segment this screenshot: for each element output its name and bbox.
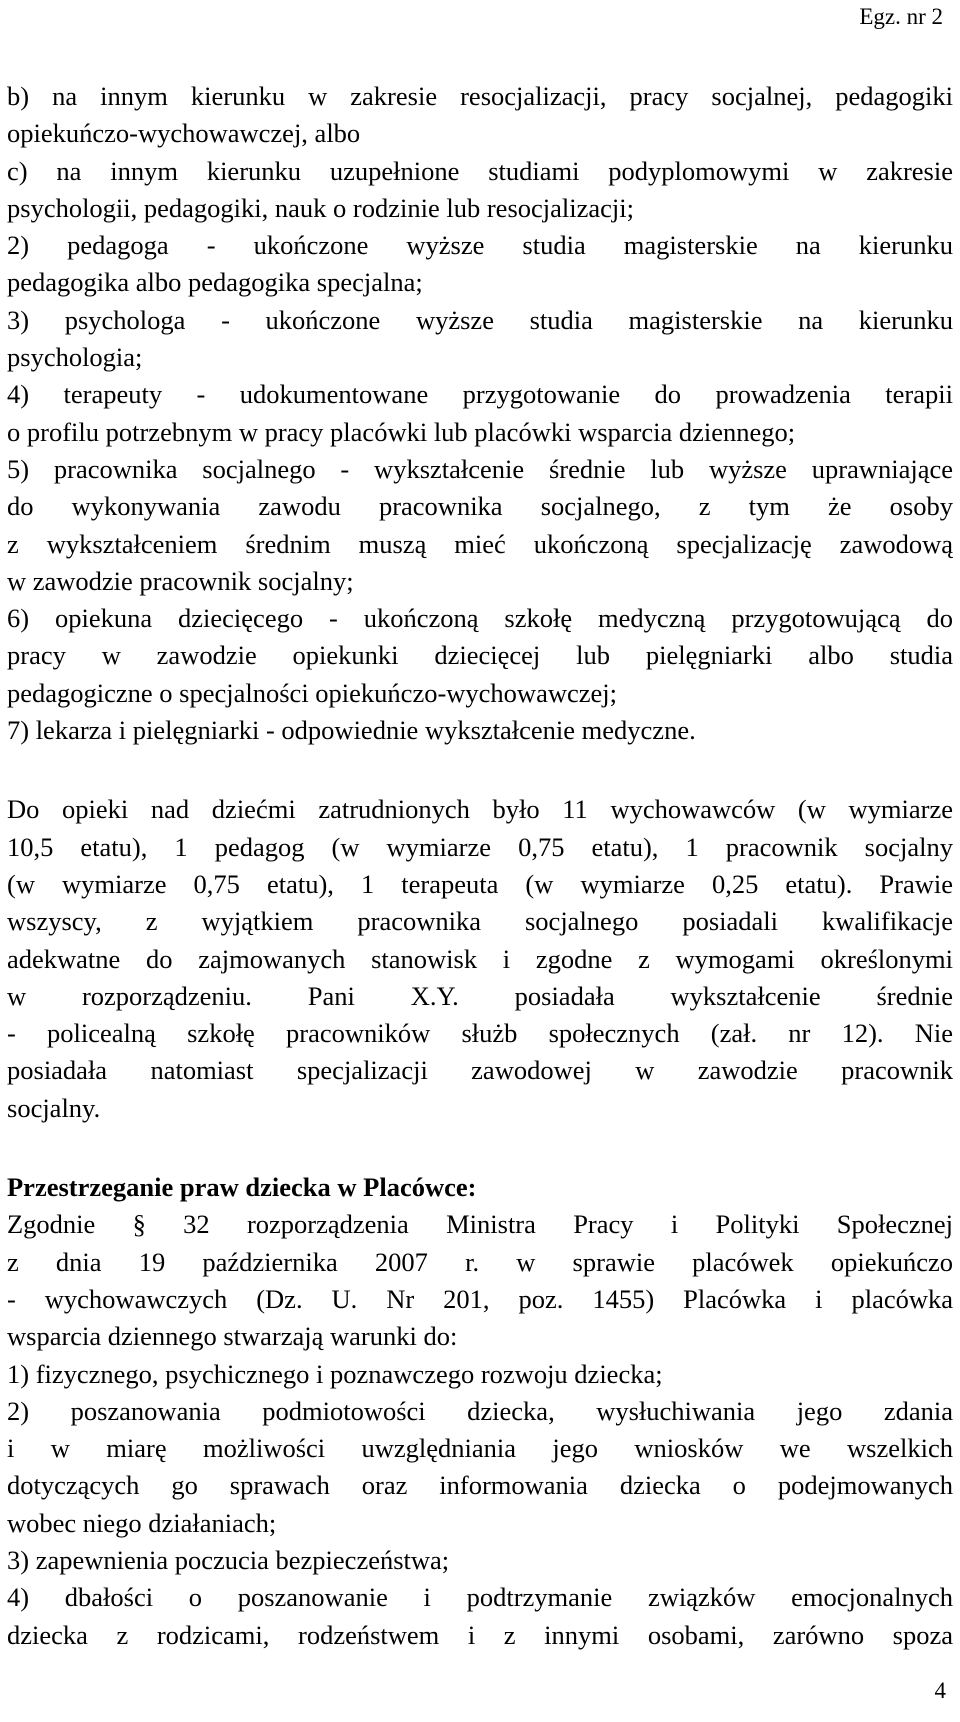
text-line: 5) pracownika socjalnego - wykształcenie średnie lub wyższe uprawniające <box>7 453 953 484</box>
paragraph-spacer <box>7 1127 953 1169</box>
text-line: wobec niego działaniach; <box>7 1507 277 1538</box>
text-line: 2) poszanowania podmiotowości dziecka, wysłuchiwania jego zdania <box>7 1395 953 1426</box>
document-body <box>7 78 953 1654</box>
staffing-paragraph <box>7 791 953 1127</box>
text-line: w rozporządzeniu. Pani X.Y. posiadała wykształcenie średnie <box>7 980 953 1011</box>
text-line: 6) opiekuna dziecięcego - ukończoną szkołę medyczną przygotowującą do <box>7 603 953 634</box>
text-line: pedagogika albo pedagogika specjalna; <box>7 267 423 298</box>
text-line: 4) dbałości o poszanowanie i podtrzymanie związków emocjonalnych <box>7 1582 953 1613</box>
text-line: w zawodzie pracownik socjalny; <box>7 565 354 596</box>
text-line: dziecka z rodzicami, rodzeństwem i z innymi osobami, zarówno spoza <box>7 1619 953 1650</box>
text-line: psychologii, pedagogiki, nauk o rodzinie lub resocjalizacji; <box>7 192 634 223</box>
text-line: dotyczących go sprawach oraz informowania dziecka o podejmowanych <box>7 1470 953 1501</box>
text-line: pedagogiczne o specjalności opiekuńczo-wychowawczej; <box>7 677 617 708</box>
text-line: 4) terapeuty - udokumentowane przygotowanie do prowadzenia terapii <box>7 379 953 410</box>
qualifications-list <box>7 78 953 749</box>
text-line: z dnia 19 października 2007 r. w sprawie placówek opiekuńczo <box>7 1246 953 1277</box>
text-line: c) na innym kierunku uzupełnione studiami podyplomowymi w zakresie <box>7 155 953 186</box>
text-line: opiekuńczo-wychowawczej, albo <box>7 118 361 149</box>
paragraph-spacer <box>7 749 953 791</box>
text-line: Do opieki nad dziećmi zatrudnionych było 11 wychowawców (w wymiarze <box>7 794 953 825</box>
text-line: posiadała natomiast specjalizacji zawodowej w zawodzie pracownik <box>7 1055 953 1086</box>
text-line: wszyscy, z wyjątkiem pracownika socjalnego posiadali kwalifikacje <box>7 906 953 937</box>
text-line: 2) pedagoga - ukończone wyższe studia magisterskie na kierunku <box>7 230 953 261</box>
text-line: (w wymiarze 0,75 etatu), 1 terapeuta (w wymiarze 0,25 etatu). Prawie <box>7 868 953 899</box>
text-line: o profilu potrzebnym w pracy placówki lub placówki wsparcia dziennego; <box>7 416 796 447</box>
text-line: - wychowawczych (Dz. U. Nr 201, poz. 1455) Placówka i placówka <box>7 1283 953 1314</box>
text-line: - policealną szkołę pracowników służb społecznych (zał. nr 12). Nie <box>7 1018 953 1049</box>
text-line: adekwatne do zajmowanych stanowisk i zgodne z wymogami określonymi <box>7 943 953 974</box>
text-line: 1) fizycznego, psychicznego i poznawczego rozwoju dziecka; <box>7 1358 663 1389</box>
text-line: 3) psychologa - ukończone wyższe studia magisterskie na kierunku <box>7 304 953 335</box>
text-line: wsparcia dziennego stwarzają warunki do: <box>7 1321 458 1352</box>
text-line: z wykształceniem średnim muszą mieć ukończoną specjalizację zawodową <box>7 528 953 559</box>
section-heading: Przestrzeganie praw dziecka w Placówce: <box>7 1172 477 1203</box>
text-line: 10,5 etatu), 1 pedagog (w wymiarze 0,75 etatu), 1 pracownik socjalny <box>7 831 953 862</box>
text-line: psychologia; <box>7 342 143 373</box>
children-rights-paragraph <box>7 1206 953 1654</box>
text-line: socjalny. <box>7 1092 101 1123</box>
text-line: 7) lekarza i pielęgniarki - odpowiednie wykształcenie medyczne. <box>7 715 696 746</box>
text-line: do wykonywania zawodu pracownika socjalnego, z tym że osoby <box>7 491 953 522</box>
page-number: 4 <box>934 1678 946 1703</box>
text-line: 3) zapewnienia poczucia bezpieczeństwa; <box>7 1544 450 1575</box>
text-line: i w miarę możliwości uwzględniania jego wniosków we wszelkich <box>7 1433 953 1464</box>
text-line: b) na innym kierunku w zakresie resocjalizacji, pracy socjalnej, pedagogiki <box>7 81 953 111</box>
text-line: pracy w zawodzie opiekunki dziecięcej lub pielęgniarki albo studia <box>7 640 953 671</box>
text-line: Zgodnie § 32 rozporządzenia Ministra Pracy i Polityki Społecznej <box>7 1209 953 1240</box>
copy-number-label: Egz. nr 2 <box>859 4 943 29</box>
